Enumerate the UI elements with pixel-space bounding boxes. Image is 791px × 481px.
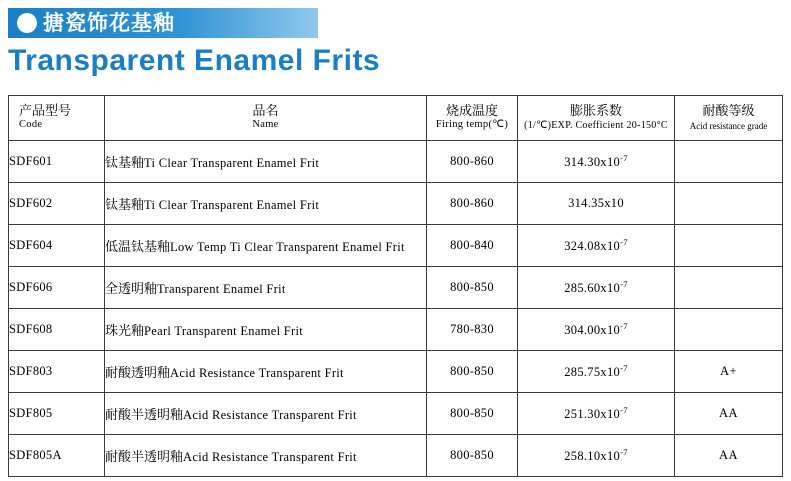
cell-exp-value: 251.30x10 <box>564 407 621 422</box>
column-header-exp-coefficient-cn: 膨胀系数 <box>569 103 622 119</box>
cell-exp-coefficient <box>518 267 675 309</box>
cell-acid-grade <box>675 267 783 309</box>
cell-firing-temp: 800-850 <box>427 351 518 393</box>
cell-exp-value: 304.00x10 <box>564 323 621 338</box>
cell-name-cn: 珠光釉 <box>105 324 145 339</box>
bullet-icon <box>17 13 37 33</box>
table-row <box>9 435 783 477</box>
column-header-code <box>9 96 105 141</box>
page-title-en: Transparent Enamel Frits <box>8 44 381 77</box>
column-header-acid-grade <box>675 96 783 141</box>
cell-name <box>105 267 427 309</box>
cell-acid-grade <box>675 309 783 351</box>
cell-name-en: Acid Resistance Transparent Frit <box>183 408 357 422</box>
column-header-firing-temp-cn: 烧成温度 <box>445 103 498 119</box>
cell-name-en: Acid Resistance Transparent Frit <box>170 366 344 380</box>
column-header-name-cn: 品名 <box>252 103 279 119</box>
cell-code: SDF602 <box>9 183 105 225</box>
cell-exp-exponent: -7 <box>620 152 628 163</box>
table-row <box>9 309 783 351</box>
cell-exp-coefficient <box>518 183 675 225</box>
column-header-acid-grade-cn: 耐酸等级 <box>702 103 755 119</box>
table-row <box>9 225 783 267</box>
cell-exp-coefficient <box>518 393 675 435</box>
cell-exp-coefficient <box>518 141 675 183</box>
column-header-code-en: Code <box>19 119 43 131</box>
cell-name-en: Low Temp Ti Clear Transparent Enamel Frit <box>170 240 405 254</box>
cell-firing-temp: 800-850 <box>427 267 518 309</box>
column-header-acid-grade-en: Acid resistance grade <box>689 120 768 131</box>
cell-code: SDF803 <box>9 351 105 393</box>
title-banner <box>8 8 318 38</box>
table-header-row <box>9 96 783 141</box>
cell-name <box>105 393 427 435</box>
cell-exp-exponent: -7 <box>620 404 628 415</box>
table-row <box>9 351 783 393</box>
cell-exp-value: 285.75x10 <box>564 365 621 380</box>
cell-firing-temp: 800-850 <box>427 435 518 477</box>
cell-exp-exponent: -7 <box>620 278 628 289</box>
column-header-firing-temp <box>427 96 518 141</box>
cell-firing-temp: 800-840 <box>427 225 518 267</box>
cell-firing-temp: 800-860 <box>427 183 518 225</box>
cell-acid-grade: A+ <box>675 351 783 393</box>
cell-acid-grade <box>675 141 783 183</box>
cell-name-cn: 全透明釉 <box>105 282 158 297</box>
cell-firing-temp: 800-860 <box>427 141 518 183</box>
table-row <box>9 141 783 183</box>
cell-exp-coefficient <box>518 309 675 351</box>
cell-name <box>105 183 427 225</box>
cell-name-cn: 耐酸半透明釉 <box>105 408 184 423</box>
cell-acid-grade: AA <box>675 393 783 435</box>
cell-name <box>105 351 427 393</box>
column-header-firing-temp-en: Firing temp(℃) <box>435 119 509 131</box>
cell-name-cn: 钛基釉 <box>105 198 145 213</box>
products-table-wrapper <box>8 95 783 477</box>
cell-name <box>105 309 427 351</box>
cell-code: SDF601 <box>9 141 105 183</box>
cell-code: SDF805A <box>9 435 105 477</box>
cell-name-cn: 耐酸透明釉 <box>105 366 171 381</box>
cell-name-en: Pearl Transparent Enamel Frit <box>144 324 304 338</box>
column-header-exp-coefficient-en: (1/℃)EXP. Coefficient 20-150°C <box>524 119 668 131</box>
cell-name-cn: 耐酸半透明釉 <box>105 450 184 465</box>
cell-name-cn: 低温钛基釉 <box>105 240 171 255</box>
cell-exp-exponent: -7 <box>620 236 628 247</box>
cell-name-en: Ti Clear Transparent Enamel Frit <box>144 198 320 212</box>
cell-name-en: Ti Clear Transparent Enamel Frit <box>144 156 320 170</box>
table-row <box>9 183 783 225</box>
cell-firing-temp: 800-850 <box>427 393 518 435</box>
column-header-name <box>105 96 427 141</box>
cell-name-en: Acid Resistance Transparent Frit <box>183 450 357 464</box>
cell-exp-exponent: -7 <box>620 362 628 373</box>
cell-exp-value: 324.08x10 <box>564 239 621 254</box>
cell-exp-coefficient <box>518 351 675 393</box>
cell-exp-coefficient <box>518 225 675 267</box>
cell-code: SDF604 <box>9 225 105 267</box>
cell-name-en: Transparent Enamel Frit <box>157 282 286 296</box>
cell-name <box>105 141 427 183</box>
cell-exp-value: 258.10x10 <box>564 449 621 464</box>
cell-code: SDF805 <box>9 393 105 435</box>
cell-name <box>105 225 427 267</box>
cell-exp-value: 314.35x10 <box>568 196 624 210</box>
cell-exp-value: 314.30x10 <box>564 155 621 170</box>
table-row <box>9 267 783 309</box>
table-body <box>9 141 783 477</box>
cell-acid-grade <box>675 183 783 225</box>
cell-code: SDF608 <box>9 309 105 351</box>
cell-exp-coefficient <box>518 435 675 477</box>
page-title-cn: 搪瓷饰花基釉 <box>43 10 175 35</box>
cell-code: SDF606 <box>9 267 105 309</box>
products-table <box>8 95 783 477</box>
cell-name <box>105 435 427 477</box>
column-header-exp-coefficient <box>518 96 675 141</box>
cell-exp-exponent: -7 <box>620 320 628 331</box>
cell-acid-grade <box>675 225 783 267</box>
column-header-name-en: Name <box>252 119 279 131</box>
cell-exp-value: 285.60x10 <box>564 281 621 296</box>
table-header <box>9 96 783 141</box>
column-header-code-cn: 产品型号 <box>19 103 72 119</box>
cell-acid-grade: AA <box>675 435 783 477</box>
cell-exp-exponent: -7 <box>620 446 628 457</box>
cell-name-cn: 钛基釉 <box>105 156 145 171</box>
cell-firing-temp: 780-830 <box>427 309 518 351</box>
table-row <box>9 393 783 435</box>
